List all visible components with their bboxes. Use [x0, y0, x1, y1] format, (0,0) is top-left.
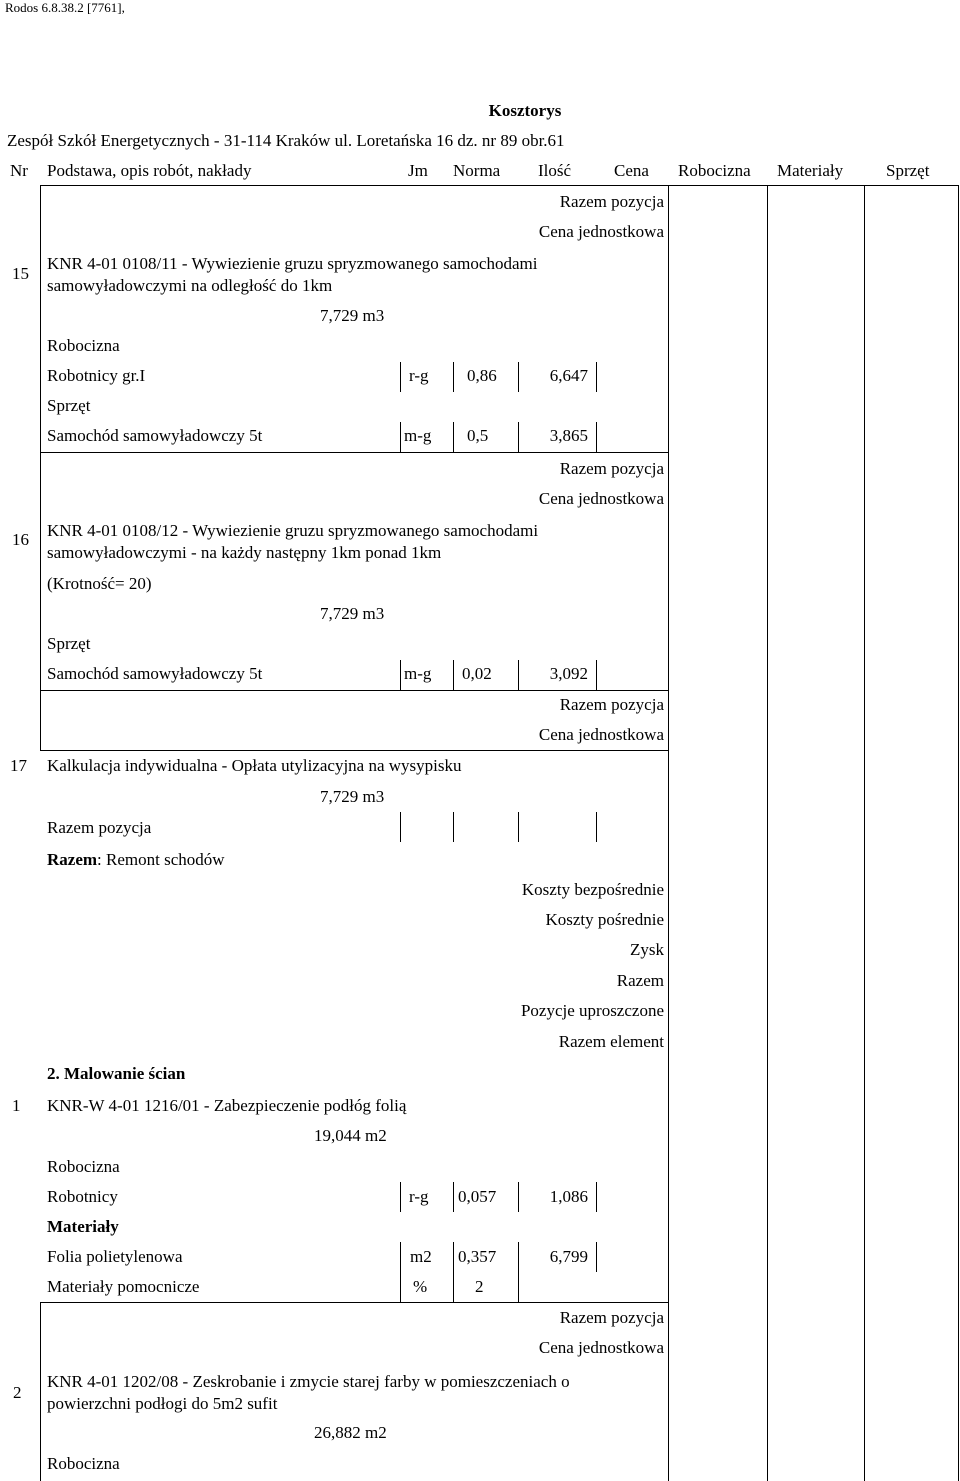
materialy-heading: Materiały: [47, 1217, 119, 1236]
grid-line: [40, 452, 668, 453]
position-number: 15: [12, 264, 29, 283]
grid-line: [400, 1182, 401, 1212]
col-desc: Podstawa, opis robót, nakłady: [47, 161, 252, 180]
resource-ilosc: 1,086: [549, 1187, 588, 1206]
grid-line: [40, 690, 41, 750]
position-number: 1: [12, 1096, 21, 1115]
grid-line: [40, 185, 41, 460]
grid-line: [40, 1302, 668, 1303]
razem-pozycja-row: Razem pozycja: [47, 818, 152, 837]
position-description: KNR 4-01 0108/11 - Wywiezienie gruzu spryzmowanego samochodami: [47, 254, 538, 273]
position-number: 17: [10, 756, 27, 775]
grid-line: [518, 362, 519, 392]
position-description: Kalkulacja indywidualna - Opłata utylizacyjna na wysypisku: [47, 756, 462, 775]
razem-pozycja-label: Razem pozycja: [559, 695, 664, 714]
cena-jednostkowa-label: Cena jednostkowa: [538, 725, 664, 744]
grid-line: [453, 660, 454, 690]
position-description: samowyładowczymi - na każdy następny 1km ponad 1km: [47, 543, 442, 562]
resource-name: Robotnicy gr.I: [47, 366, 146, 385]
position-number: 16: [12, 530, 29, 549]
position-krotnosc: (Krotność= 20): [47, 574, 152, 593]
grid-line: [767, 185, 768, 1481]
razem-pozycja-label: Razem pozycja: [559, 1308, 664, 1327]
grid-line: [518, 660, 519, 690]
col-jm: Jm: [408, 161, 428, 180]
grid-line: [518, 812, 519, 842]
col-materialy: Materiały: [777, 161, 844, 180]
grid-line: [400, 812, 401, 842]
grid-line: [453, 422, 454, 452]
grid-line: [400, 660, 401, 690]
razem-pozycja-label: Razem pozycja: [559, 192, 664, 211]
resource-norma: 0,357: [458, 1247, 497, 1266]
resource-unit: %: [413, 1277, 428, 1296]
grid-line: [40, 750, 668, 751]
grid-line: [596, 1242, 597, 1272]
resource-ilosc: 6,647: [549, 366, 588, 385]
grid-line: [400, 422, 401, 452]
resource-norma: 0,5: [467, 426, 489, 445]
pozycje-uproszczone: Pozycje uproszczone: [520, 1001, 664, 1020]
cena-jednostkowa-label: Cena jednostkowa: [538, 1338, 664, 1357]
grid-line: [518, 1242, 519, 1272]
col-norma: Norma: [453, 161, 501, 180]
grid-line: [596, 1182, 597, 1212]
cena-jednostkowa-label: Cena jednostkowa: [538, 489, 664, 508]
grid-line: [596, 422, 597, 452]
resource-ilosc: 6,799: [549, 1247, 588, 1266]
position-quantity: 7,729 m3: [320, 604, 385, 623]
razem-element: Razem element: [558, 1032, 664, 1051]
resource-unit: m-g: [404, 426, 432, 445]
koszty-bezposrednie: Koszty bezpośrednie: [521, 880, 664, 899]
grid-line: [400, 1242, 401, 1272]
razem-total: Razem: [616, 971, 664, 990]
robocizna-heading: Robocizna: [47, 336, 120, 355]
razem-suffix: : Remont schodów: [97, 850, 225, 869]
grid-line: [453, 362, 454, 392]
position-quantity: 7,729 m3: [320, 306, 385, 325]
grid-line: [40, 1302, 41, 1481]
grid-line: [453, 1272, 454, 1302]
grid-line: [40, 452, 41, 690]
col-nr: Nr: [10, 161, 28, 180]
razem-prefix: Razem: [47, 850, 98, 869]
position-description: powierzchni podłogi do 5m2 sufit: [47, 1394, 278, 1413]
position-quantity: 26,882 m2: [314, 1423, 387, 1442]
grid-line: [453, 1182, 454, 1212]
document-subtitle: Zespół Szkół Energetycznych - 31-114 Kraków ul. Loretańska 16 dz. nr 89 obr.61: [7, 131, 565, 150]
grid-line: [40, 185, 958, 186]
position-quantity: 7,729 m3: [320, 787, 385, 806]
col-robocizna: Robocizna: [678, 161, 751, 180]
col-sprzet: Sprzęt: [886, 161, 930, 180]
grid-line: [668, 185, 669, 1481]
resource-name: Folia polietylenowa: [47, 1247, 183, 1266]
grid-line: [596, 812, 597, 842]
grid-line: [518, 422, 519, 452]
robocizna-heading: Robocizna: [47, 1157, 120, 1176]
grid-line: [453, 812, 454, 842]
resource-norma: 0,86: [467, 366, 497, 385]
position-description: samowyładowczymi na odległość do 1km: [47, 276, 333, 295]
document-title: Kosztorys: [488, 101, 562, 120]
koszty-posrednie: Koszty pośrednie: [545, 910, 664, 929]
grid-line: [596, 362, 597, 392]
position-description: KNR-W 4-01 1216/01 - Zabezpieczenie podłóg folią: [47, 1096, 407, 1115]
position-quantity: 19,044 m2: [314, 1126, 387, 1145]
resource-unit: r-g: [409, 366, 429, 385]
razem-pozycja-label: Razem pozycja: [559, 459, 664, 478]
resource-name: Samochód samowyładowczy 5t: [47, 426, 263, 445]
grid-line: [40, 690, 668, 691]
col-cena: Cena: [614, 161, 649, 180]
resource-unit: r-g: [409, 1187, 429, 1206]
resource-norma: 0,057: [458, 1187, 497, 1206]
app-header: Rodos 6.8.38.2 [7761],: [5, 0, 125, 15]
resource-unit: m2: [410, 1247, 432, 1266]
razem-remont-schodow: [47, 850, 225, 870]
col-ilosc: Ilość: [538, 161, 572, 180]
sprzet-heading: Sprzęt: [47, 396, 91, 415]
position-number: 2: [13, 1383, 22, 1402]
grid-line: [518, 1182, 519, 1212]
robocizna-heading: Robocizna: [47, 1454, 120, 1473]
position-description: KNR 4-01 1202/08 - Zeskrobanie i zmycie starej farby w pomieszczeniach o: [47, 1372, 570, 1391]
zysk: Zysk: [630, 940, 664, 959]
grid-line: [400, 362, 401, 392]
position-description: KNR 4-01 0108/12 - Wywiezienie gruzu spryzmowanego samochodami: [47, 521, 539, 540]
grid-line: [518, 1272, 519, 1302]
sprzet-heading: Sprzęt: [47, 634, 91, 653]
resource-name: Robotnicy: [47, 1187, 118, 1206]
resource-norma: 0,02: [462, 664, 492, 683]
grid-line: [453, 1242, 454, 1272]
resource-ilosc: 3,865: [549, 426, 588, 445]
resource-ilosc: 3,092: [549, 664, 588, 683]
resource-name: Materiały pomocnicze: [47, 1277, 200, 1296]
resource-norma: 2: [475, 1277, 484, 1296]
grid-line: [400, 1272, 401, 1302]
grid-line: [958, 185, 959, 1481]
grid-line: [596, 660, 597, 690]
grid-line: [864, 185, 865, 1481]
section-title: 2. Malowanie ścian: [47, 1064, 186, 1083]
resource-name: Samochód samowyładowczy 5t: [47, 664, 263, 683]
resource-unit: m-g: [404, 664, 432, 683]
cena-jednostkowa-label: Cena jednostkowa: [538, 222, 664, 241]
